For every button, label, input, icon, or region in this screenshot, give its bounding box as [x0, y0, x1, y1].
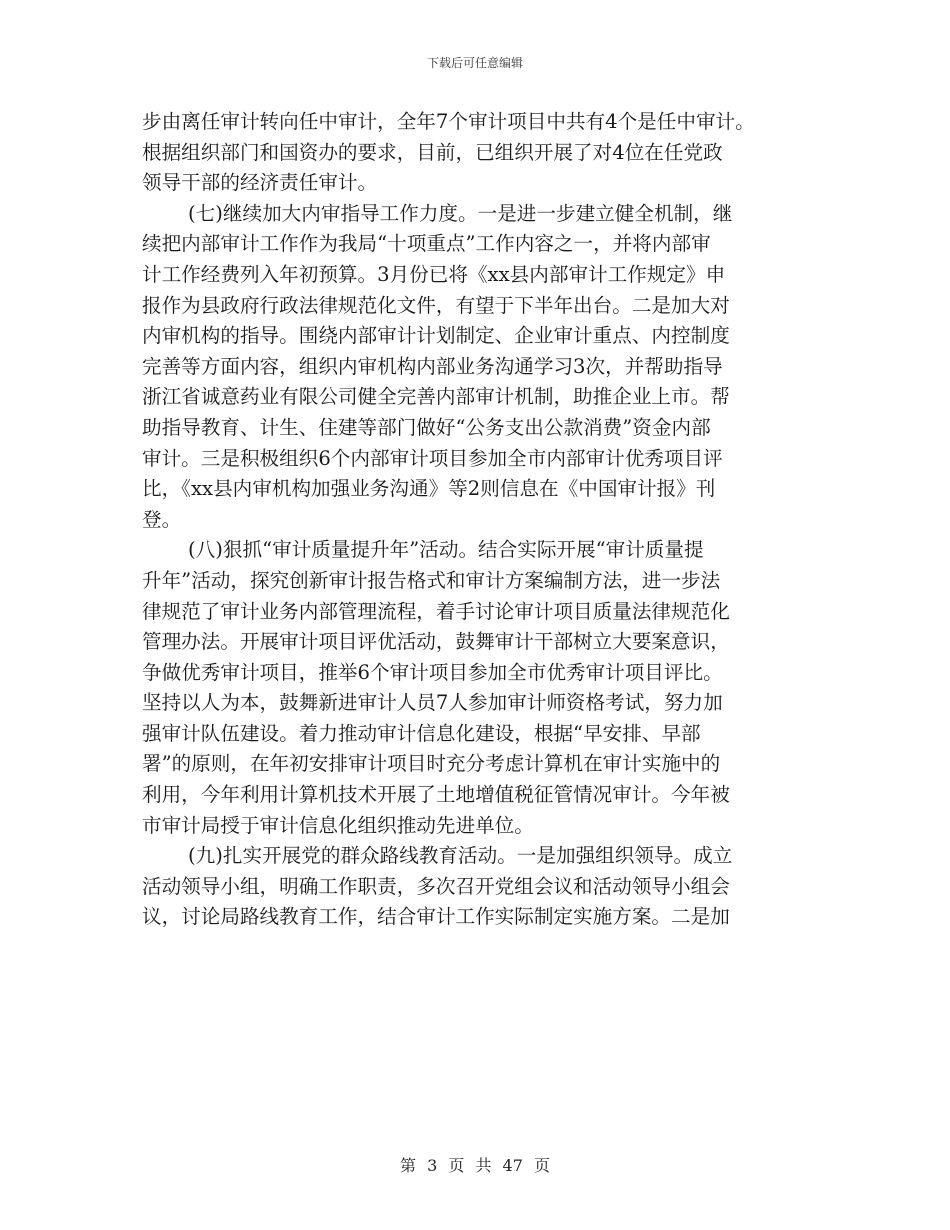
- text-line: 根据组织部门和国资办的要求，目前，已组织开展了对4位在任党政: [142, 140, 723, 164]
- text-line: 律规范了审计业务内部管理流程，着手讨论审计项目质量法律规范化: [142, 599, 730, 623]
- text-line: 争做优秀审计项目，推举6个审计项目参加全市优秀审计项目评比。: [142, 660, 723, 684]
- text-line: 议，讨论局路线教育工作，结合审计工作实际制定实施方案。二是加: [142, 905, 730, 929]
- text-line: 署”的原则，在年初安排审计项目时充分考虑计算机在审计实施中的: [142, 752, 721, 776]
- text-line: 报作为县政府行政法律规范化文件，有望于下半年出台。二是加大对: [142, 293, 730, 317]
- text-line: 利用，今年利用计算机技术开展了土地增值税征管情况审计。今年被: [142, 783, 730, 807]
- text-line: 强审计队伍建设。着力推动审计信息化建设，根据“早安排、早部: [142, 721, 701, 745]
- page-header-note: 下载后可任意编辑: [426, 56, 523, 70]
- text-line: 登。: [142, 507, 182, 531]
- page-number: 第 3 页 共 47 页: [400, 1156, 550, 1175]
- text-line: 完善等方面内容，组织内审机构内部业务沟通学习3次，并帮助指导: [142, 354, 723, 378]
- text-line: 助指导教育、计生、住建等部门做好“公务支出公款消费”资金内部: [142, 415, 711, 439]
- paragraph-first-line: (八)狠抓“审计质量提升年”活动。结合实际开展“审计质量提: [188, 538, 704, 562]
- text-line: 领导干部的经济责任审计。: [142, 171, 378, 195]
- text-line: 活动领导小组，明确工作职责，多次召开党组会议和活动领导小组会: [142, 874, 730, 898]
- text-line: 计工作经费列入年初预算。3月份已将《xx县内部审计工作规定》申: [142, 262, 726, 286]
- text-line: 坚持以人为本，鼓舞新进审计人员7人参加审计师资格考试，努力加: [142, 691, 723, 715]
- text-line: 续把内部审计工作作为我局“十项重点”工作内容之一，并将内部审: [142, 232, 711, 256]
- paragraph-first-line: (九)扎实开展党的群众路线教育活动。一是加强组织领导。成立: [188, 844, 733, 868]
- text-line: 升年”活动，探究创新审计报告格式和审计方案编制方法，进一步法: [142, 568, 721, 592]
- text-line: 内审机构的指导。围绕内部审计计划制定、企业审计重点、内控制度: [142, 324, 730, 348]
- text-line: 浙江省诚意药业有限公司健全完善内部审计机制，助推企业上市。帮: [142, 385, 730, 409]
- text-line: 步由离任审计转向任中审计，全年7个审计项目中共有4个是任中审计。: [142, 110, 755, 133]
- text-line: 管理办法。开展审计项目评优活动，鼓舞审计干部树立大要案意识，: [142, 630, 730, 654]
- text-line: 市审计局授于审计信息化组织推动先进单位。: [142, 813, 534, 837]
- text-line: 比，《xx县内审机构加强业务沟通》等2则信息在《中国审计报》刊: [142, 477, 716, 501]
- text-line: 审计。三是积极组织6个内部审计项目参加全市内部审计优秀项目评: [142, 446, 723, 470]
- paragraph-first-line: (七)继续加大内审指导工作力度。一是进一步建立健全机制，继: [188, 201, 733, 225]
- document-body: [142, 107, 810, 933]
